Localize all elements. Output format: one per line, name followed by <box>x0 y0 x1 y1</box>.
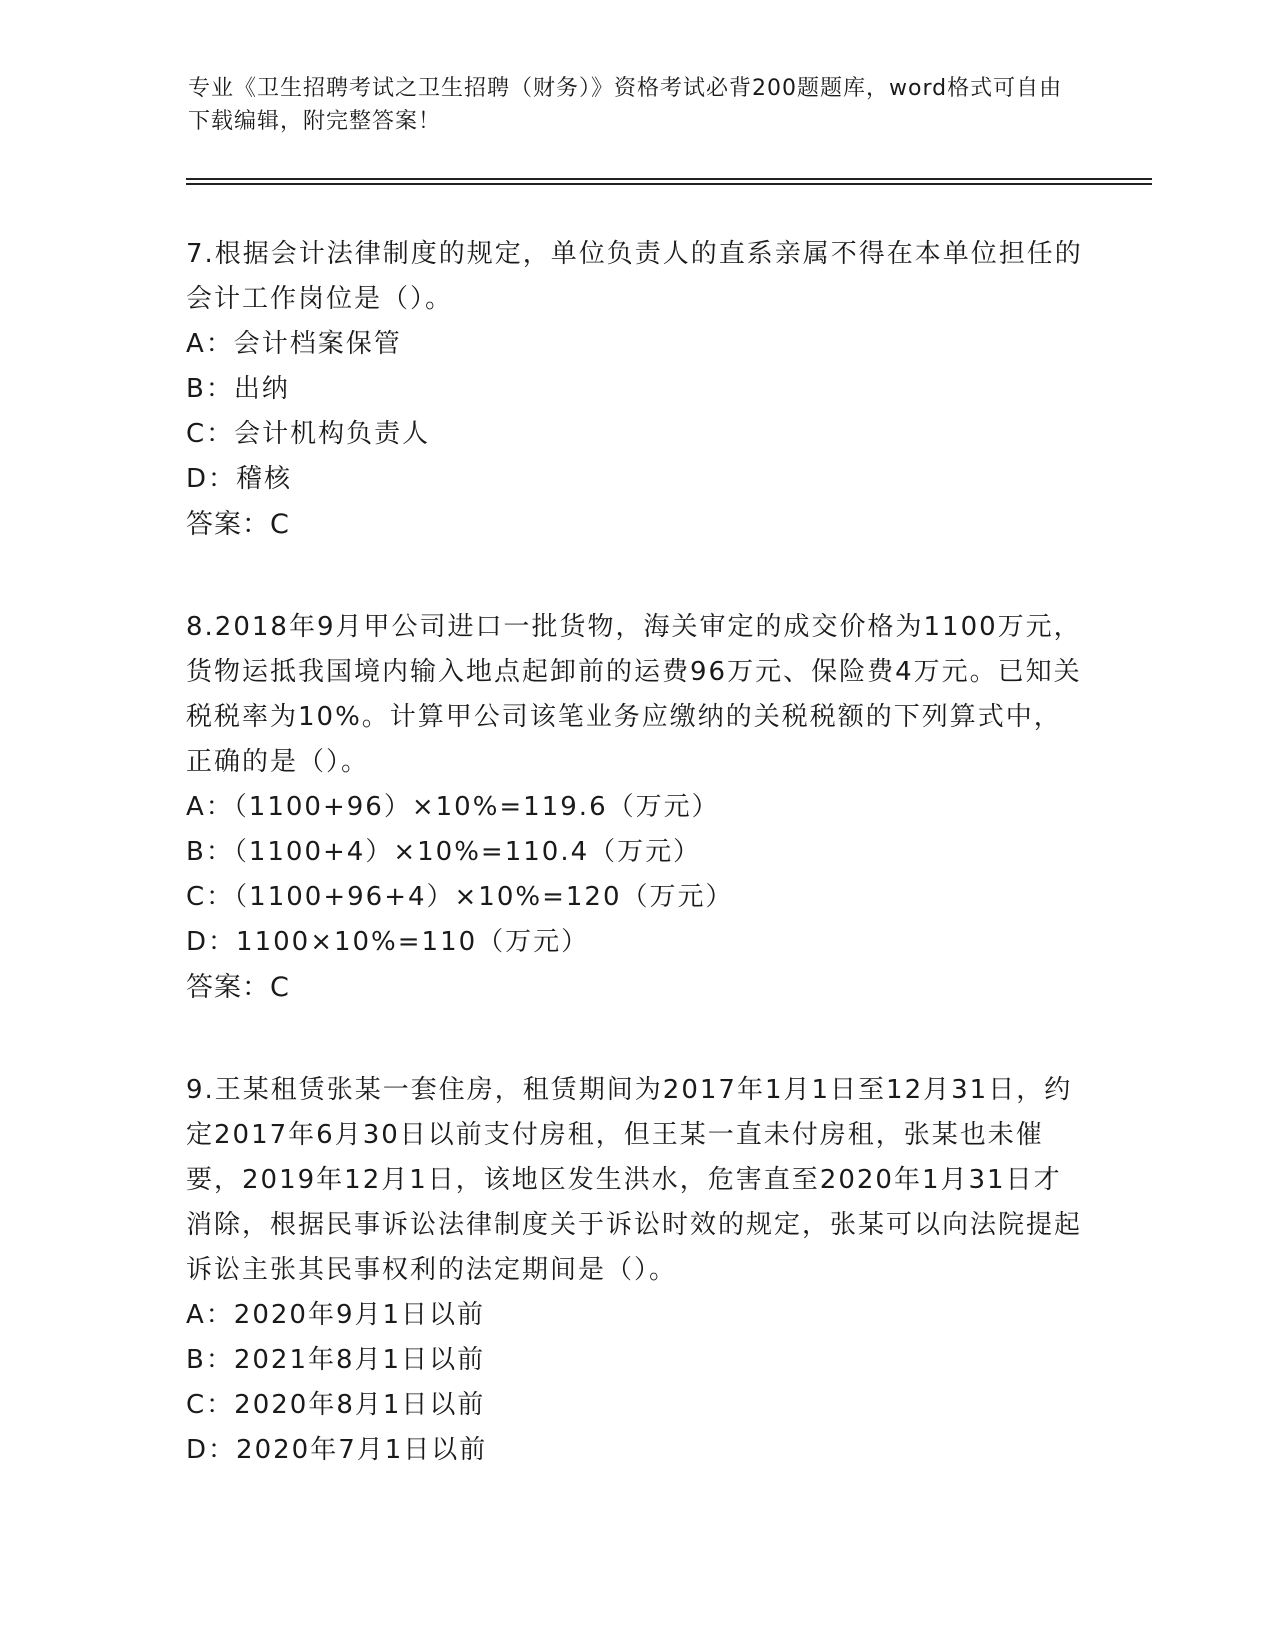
option-a: A：2020年9月1日以前 <box>186 1300 486 1330</box>
option-c: C：（1100+96+4）×10%=120（万元） <box>186 882 734 912</box>
option-d: D：稽核 <box>186 464 293 494</box>
answer: 答案：C <box>186 972 290 1003</box>
option-c: C：会计机构负责人 <box>186 419 431 449</box>
option-b: B：出纳 <box>186 374 290 404</box>
question-8 <box>186 605 1086 1010</box>
page-header: 专业《卫生招聘考试之卫生招聘（财务）》资格考试必背200题题库，word格式可自由下载编辑，附完整答案！ <box>188 76 1063 134</box>
option-b: B：（1100+4）×10%=110.4（万元） <box>186 837 702 867</box>
question-text: 8.2018年9月甲公司进口一批货物，海关审定的成交价格为1100万元，货物运抵我国境内输入地点起卸前的运费96万元、保险费4万元。已知关税税率为10%。计算甲公司该笔业务应缴纳的关税税额的下列算式中，正确的是（）。 <box>186 612 1082 777</box>
option-c: C：2020年8月1日以前 <box>186 1390 486 1420</box>
header-divider <box>186 178 1152 185</box>
option-d: D：1100×10%=110（万元） <box>186 927 590 957</box>
answer: 答案：C <box>186 509 290 540</box>
question-7 <box>186 232 1086 547</box>
question-9 <box>186 1068 1086 1473</box>
question-list <box>186 232 1086 1531</box>
option-d: D：2020年7月1日以前 <box>186 1435 488 1465</box>
question-text: 9.王某租赁张某一套住房，租赁期间为2017年1月1日至12月31日，约定2017年6月30日以前支付房租，但王某一直未付房租，张某也未催要，2019年12月1日，该地区发生洪水，危害直至2020年1月31日才消除，根据民事诉讼法律制度关于诉讼时效的规定，张某可以向法院提起诉讼主张其民事权利的法定期间是（）。 <box>186 1075 1083 1285</box>
option-b: B：2021年8月1日以前 <box>186 1345 486 1375</box>
option-a: A：会计档案保管 <box>186 329 402 359</box>
option-a: A：（1100+96）×10%=119.6（万元） <box>186 792 720 822</box>
question-text: 7.根据会计法律制度的规定，单位负责人的直系亲属不得在本单位担任的会计工作岗位是（）。 <box>186 239 1083 314</box>
